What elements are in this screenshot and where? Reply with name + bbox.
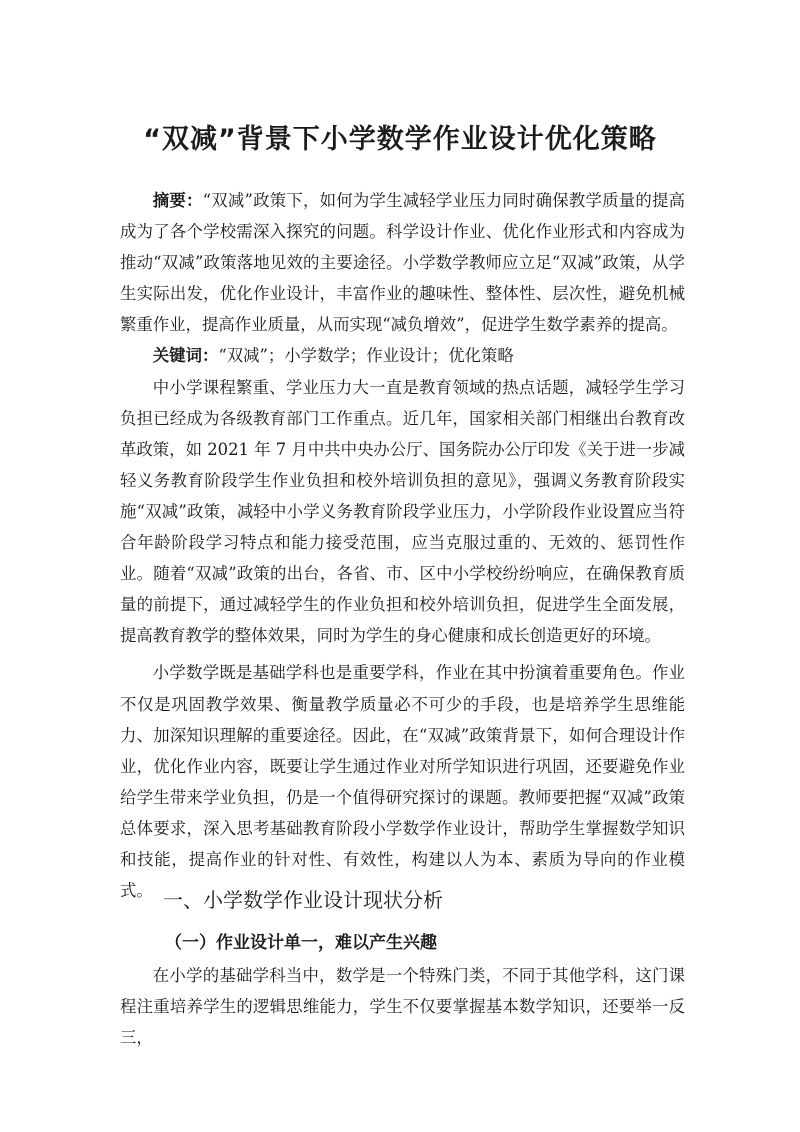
section-heading: 一、小学数学作业设计现状分析: [163, 888, 443, 912]
section-body: [120, 960, 685, 1053]
subsection-heading: （一）作业设计单一，难以产生兴趣: [165, 933, 437, 953]
keywords-label: 关键词：: [152, 346, 219, 366]
abstract-text: “双减”政策下，如何为学生减轻学业压力同时确保教学质量的提高成为了各个学校需深入探究的问题。科学设计作业、优化作业形式和内容成为推动“双减”政策落地见效的主要途径。小学数学教师应立足“双减”政策，从学生实际出发，优化作业设计，丰富作业的趣味性、整体性、层次性，避免机械繁重作业，提高作业质量，从而实现“减负增效”，促进学生数学素养的提高。: [120, 191, 685, 335]
keywords-paragraph: [120, 340, 685, 371]
abstract-block: [120, 185, 685, 906]
abstract-paragraph: [120, 185, 685, 340]
keywords-text: “双减”；小学数学；作业设计；优化策略: [218, 346, 514, 366]
abstract-label: 摘要：: [152, 191, 203, 210]
document-title: “双减”背景下小学数学作业设计优化策略: [143, 124, 657, 155]
body-paragraph-1: 中小学课程繁重、学业压力大一直是教育领域的热点话题，减轻学生学习负担已经成为各级教育部门工作重点。近几年，国家相关部门相继出台教育改革政策，如 2021 年 7 月中共中央办公厅、国务院办公厅印发《关于进一步减轻义务教育阶段学生作业负担和校外培训负担的意见》，强调义务教育阶段实施“双减”政策，减轻中小学义务教育阶段学业压力，小学阶段作业设置应当符合年龄阶段学习特点和能力接受范围，应当克服过重的、无效的、惩罚性作业。随着“双减”政策的出台，各省、市、区中小学校纷纷响应，在确保教育质量的前提下，通过减轻学生的作业负担和校外培训负担，促进学生全面发展，提高教育教学的整体效果，同时为学生的身心健康和成长创造更好的环境。: [120, 377, 685, 646]
section-paragraph: 在小学的基础学科当中，数学是一个特殊门类，不同于其他学科，这门课程注重培养学生的逻辑思维能力，学生不仅要掌握基本数学知识，还要举一反三，: [120, 966, 685, 1048]
body-paragraph-2: 小学数学既是基础学科也是重要学科，作业在其中扮演着重要角色。作业不仅是巩固教学效果、衡量教学质量必不可少的手段，也是培养学生思维能力、加深知识理解的重要途径。因此，在“双减”政策背景下，如何合理设计作业，优化作业内容，既要让学生通过作业对所学知识进行巩固，还要避免作业给学生带来学业负担，仍是一个值得研究探讨的课题。教师要把握“双减”政策总体要求，深入思考基础教育阶段小学数学作业设计，帮助学生掌握数学知识和技能，提高作业的针对性、有效性，构建以人为本、素质为导向的作业模式。: [120, 663, 685, 901]
